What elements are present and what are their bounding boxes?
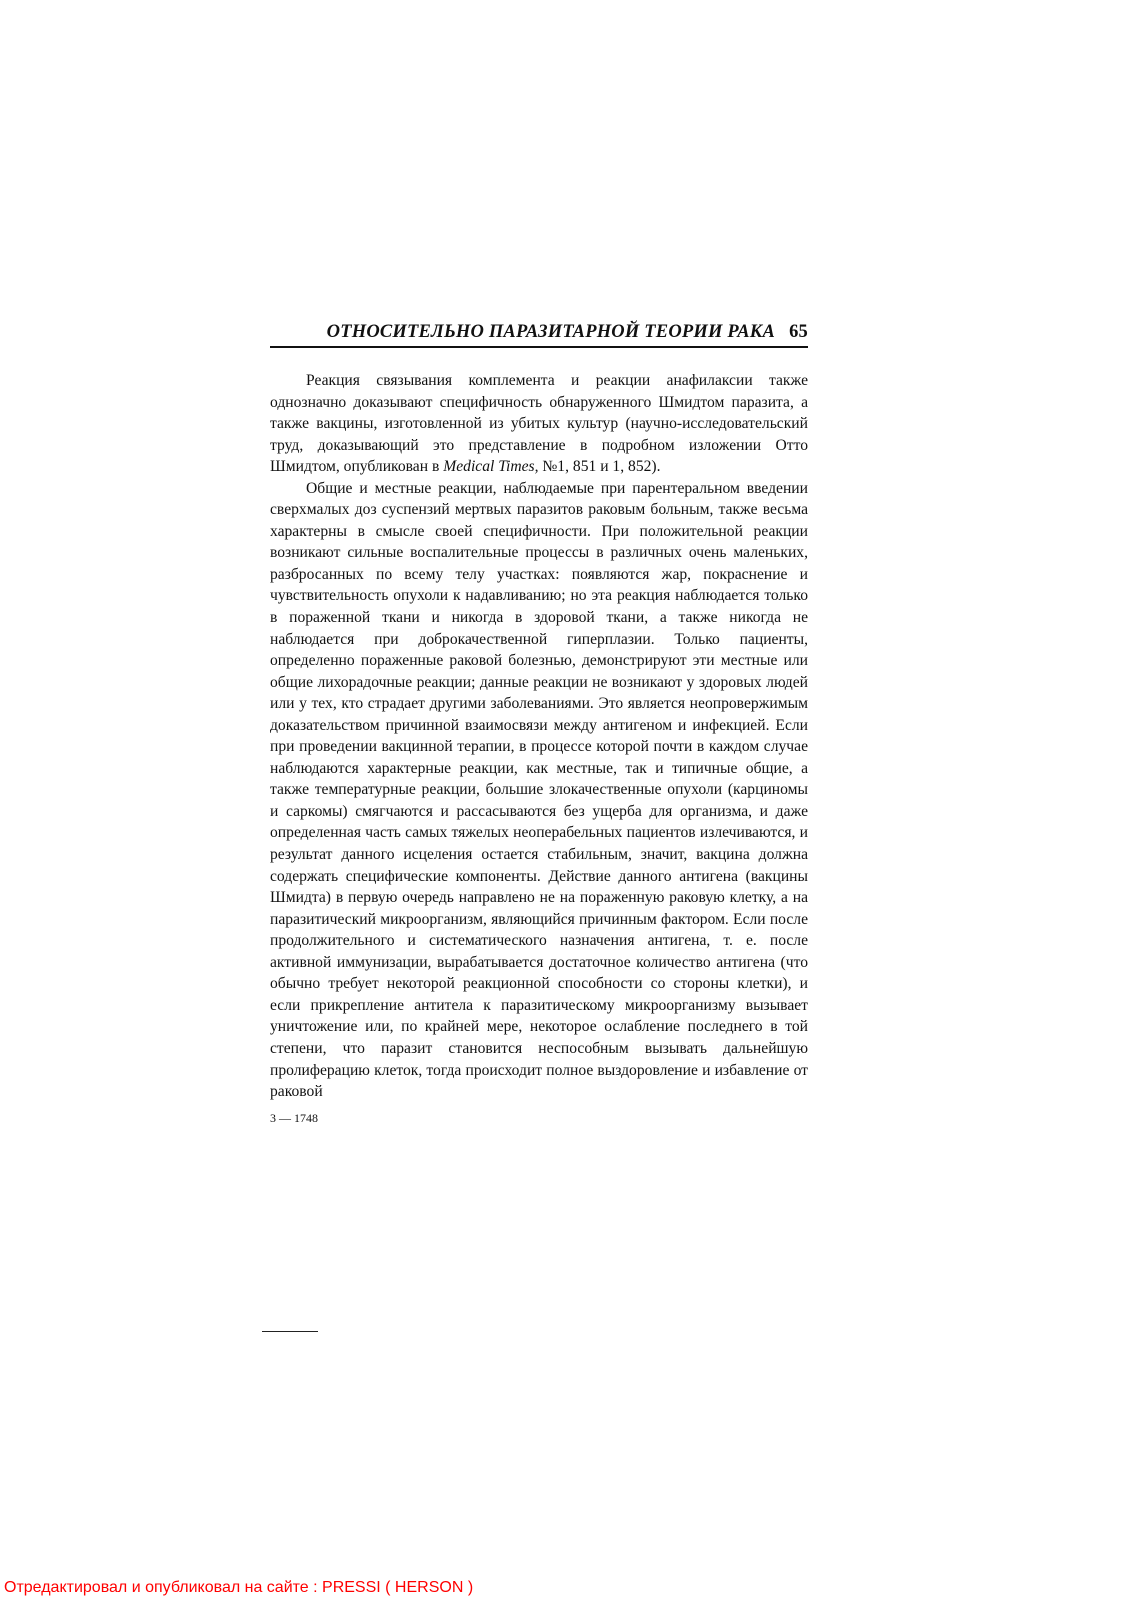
running-title: ОТНОСИТЕЛЬНО ПАРАЗИТАРНОЙ ТЕОРИИ РАКА <box>326 322 776 342</box>
page-content <box>270 322 808 1126</box>
body-text <box>270 370 808 1103</box>
paragraph-2: Общие и местные реакции, наблюдаемые при парентеральном введении сверхмалых доз суспензий мертвых паразитов раковым больным, также весьма характерны в смысле своей специфичности. При положительной реакции возникают сильные воспалительные процессы в различных очень маленьких, разбросанных по всему телу участках: появляются жар, покраснение и чувствительность опухоли к надавливанию; но эта реакция наблюдается только в пораженной ткани и никогда в здоровой ткани, а также никогда не наблюдается при доброкачественной гиперплазии. Только пациенты, определенно пораженные раковой болезнью, демонстрируют эти местные или общие лихорадочные реакции; данные реакции не возникают у здоровых людей или у тех, кто страдает другими заболеваниями. Это является неопровержимым доказательством причинной взаимосвязи между антигеном и инфекцией. Если при проведении вакцинной терапии, в процессе которой почти в каждом случае наблюдаются характерные реакции, как местные, так и типичные общие, а также температурные реакции, большие злокачественные опухоли (карциномы и саркомы) смягчаются и рассасываются без ущерба для организма, и даже определенная часть самых тяжелых неоперабельных пациентов излечиваются, и результат данного исцеления остается стабильным, значит, вакцина должна содержать специфические компоненты. Действие данного антигена (вакцины Шмидта) в первую очередь направлено не на пораженную раковую клетку, а на паразитический микроорганизм, являющийся причинным фактором. Если после продолжительного и систематического назначения антигена, т. е. после активной иммунизации, вырабатывается достаточное количество антигена (что обычно требует некоторой реакционной способности со стороны клетки), и если прикрепление антитела к паразитическому микроорганизму вызывает уничтожение или, по крайней мере, некоторое ослабление последнего в той степени, что паразит становится неспособным вызывать дальнейшую пролиферацию клеток, тогда происходит полное выздоровление и избавление от раковой <box>270 479 808 1101</box>
publisher-note: Отредактировал и опубликовал на сайте : PRESSI ( HERSON ) <box>4 1579 474 1596</box>
paragraph-1-end: №1, 851 и 1, 852). <box>538 458 661 476</box>
paragraph-1-text: Реакция связывания комплемента и реакции анафилаксии также однозначно доказывают специфичность обнаруженного Шмидтом паразита, а также вакцины, изготовленной из убитых культур (научно-исследовательский труд, доказывающий это представление в подробном изложении Отто Шмидтом, опубликован в <box>270 372 808 476</box>
paragraph-1 <box>270 370 808 478</box>
printer-signature: 3 — 1748 <box>270 1110 318 1125</box>
footnote-rule <box>262 1331 318 1332</box>
page-number: 65 <box>789 322 808 342</box>
journal-title: Medical Times, <box>443 458 539 476</box>
running-header <box>270 322 808 348</box>
